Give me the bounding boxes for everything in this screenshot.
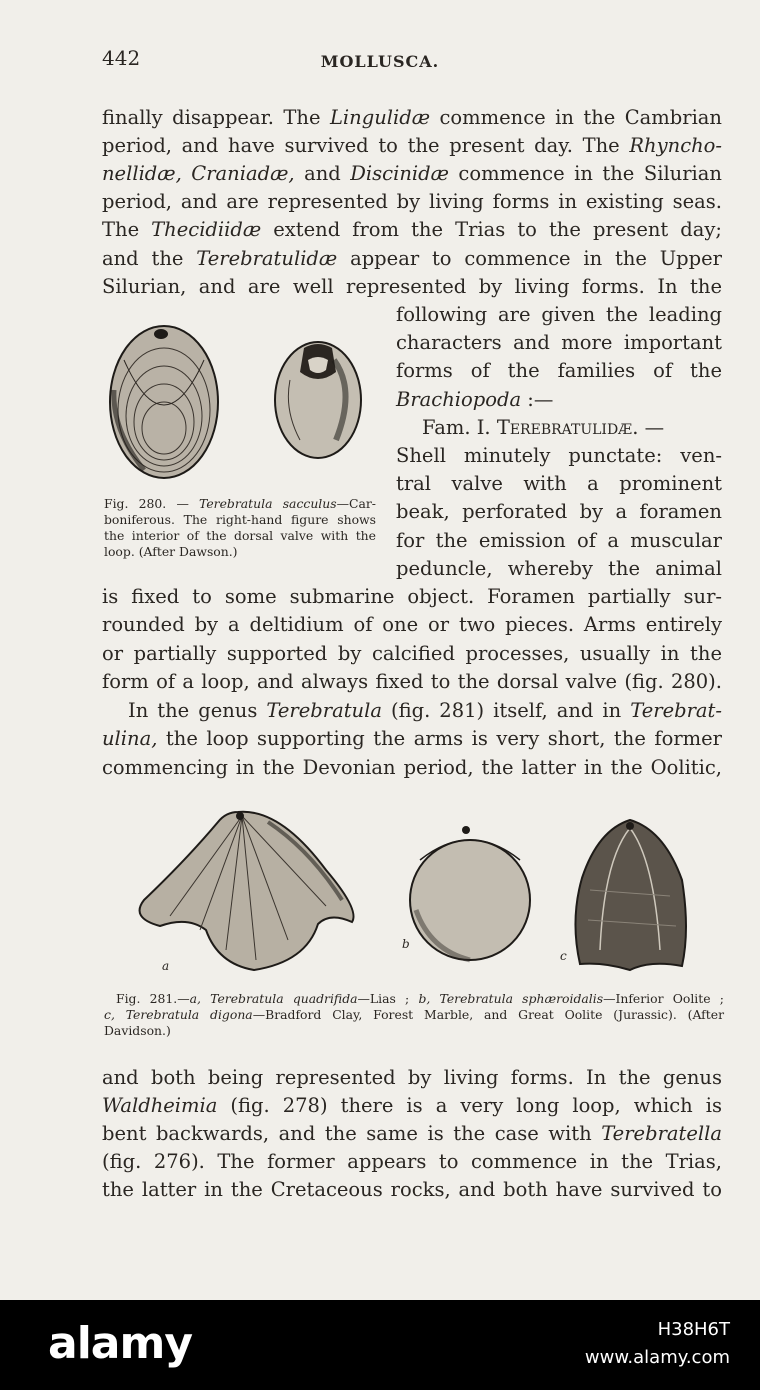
text-line: form of a loop, and always fixed to the dorsal valve (fig. 280). bbox=[102, 670, 722, 693]
running-title: MOLLUSCA. bbox=[320, 52, 440, 71]
figure-281-caption-line: c, Terebratula digona—Bradford Clay, Forest Marble, and Great Oolite (Jurassic). (After bbox=[104, 1007, 725, 1022]
text-line: characters and more important bbox=[396, 331, 722, 354]
figure-280-caption-line: the interior of the dorsal valve with the bbox=[104, 528, 376, 543]
text-line: bent backwards, and the same is the case with Terebratella bbox=[102, 1122, 722, 1145]
figure-280-caption-line: loop. (After Dawson.) bbox=[104, 544, 238, 559]
text-line: period, and have survived to the present day. The Rhyncho- bbox=[102, 134, 722, 157]
figure-281-illustration bbox=[130, 800, 695, 980]
text-line: forms of the families of the bbox=[396, 359, 722, 382]
watermark-logo: alamy bbox=[48, 1318, 192, 1369]
watermark-bar bbox=[0, 1300, 760, 1390]
figure-280-caption-line: boniferous. The right-hand figure shows bbox=[104, 512, 376, 527]
terebratula-quadrifida-shell-icon bbox=[140, 812, 354, 970]
text-line: Shell minutely punctate: ven- bbox=[396, 444, 722, 467]
text-line: nellidæ, Craniadæ, and Discinidæ commence in the Silurian bbox=[102, 162, 722, 185]
text-line: tral valve with a prominent bbox=[396, 472, 722, 495]
text-line: In the genus Terebratula (fig. 281) itself, and in Terebrat- bbox=[128, 699, 722, 722]
text-line: Silurian, and are well represented by living forms. In the bbox=[102, 275, 722, 298]
text-line: for the emission of a muscular bbox=[396, 529, 722, 552]
text-line: is fixed to some submarine object. Foramen partially sur- bbox=[102, 585, 722, 608]
figure-281-label-a: a bbox=[162, 959, 170, 973]
text-line: and both being represented by living forms. In the genus bbox=[102, 1066, 722, 1089]
brachiopod-shell-exterior-icon bbox=[110, 326, 218, 478]
figure-281-label-c: c bbox=[560, 949, 567, 963]
text-line: rounded by a deltidium of one or two pieces. Arms entirely bbox=[102, 613, 722, 636]
page-number: 442 bbox=[102, 46, 141, 70]
terebratula-digona-shell-icon bbox=[575, 820, 686, 970]
figure-280-illustration bbox=[104, 320, 374, 485]
terebratula-sphaeroidalis-shell-icon bbox=[410, 826, 530, 960]
text-line: or partially supported by calcified processes, usually in the bbox=[102, 642, 722, 665]
text-line: the latter in the Cretaceous rocks, and both have survived to bbox=[102, 1178, 722, 1201]
site-url: www.alamy.com bbox=[584, 1347, 730, 1368]
text-line: beak, perforated by a foramen bbox=[396, 500, 722, 523]
figure-280-caption-line: Fig. 280. — Terebratula sacculus—Car- bbox=[104, 496, 376, 511]
text-line: commencing in the Devonian period, the latter in the Oolitic, bbox=[102, 756, 722, 779]
text-line: finally disappear. The Lingulidæ commence in the Cambrian bbox=[102, 106, 722, 129]
watermark-id bbox=[585, 1316, 730, 1372]
figure-281-label-b: b bbox=[402, 937, 410, 951]
text-line: and the Terebratulidæ appear to commence in the Upper bbox=[102, 247, 722, 270]
text-line: Brachiopoda :— bbox=[396, 388, 554, 411]
text-line: Waldheimia (fig. 278) there is a very long loop, which is bbox=[102, 1094, 722, 1117]
text-line: period, and are represented by living forms in existing seas. bbox=[102, 190, 722, 213]
text-line: ulina, the loop supporting the arms is very short, the former bbox=[102, 727, 722, 750]
text-line: peduncle, whereby the animal bbox=[396, 557, 722, 580]
brachiopod-dorsal-valve-interior-icon bbox=[275, 342, 361, 458]
text-line: following are given the leading bbox=[396, 303, 722, 326]
text-line: (fig. 276). The former appears to commence in the Trias, bbox=[102, 1150, 722, 1173]
figure-281-caption-line: Davidson.) bbox=[104, 1023, 171, 1038]
figure-281-caption-line: Fig. 281.—a, Terebratula quadrifida—Lias ; b, Terebratula sphæroidalis—Inferior Oolite ; bbox=[116, 991, 724, 1006]
image-id: H38H6T bbox=[657, 1319, 730, 1340]
text-line: The Thecidiidæ extend from the Trias to the present day; bbox=[102, 218, 723, 241]
section-heading: Fam. I. Terebratulidæ. — bbox=[422, 416, 665, 439]
